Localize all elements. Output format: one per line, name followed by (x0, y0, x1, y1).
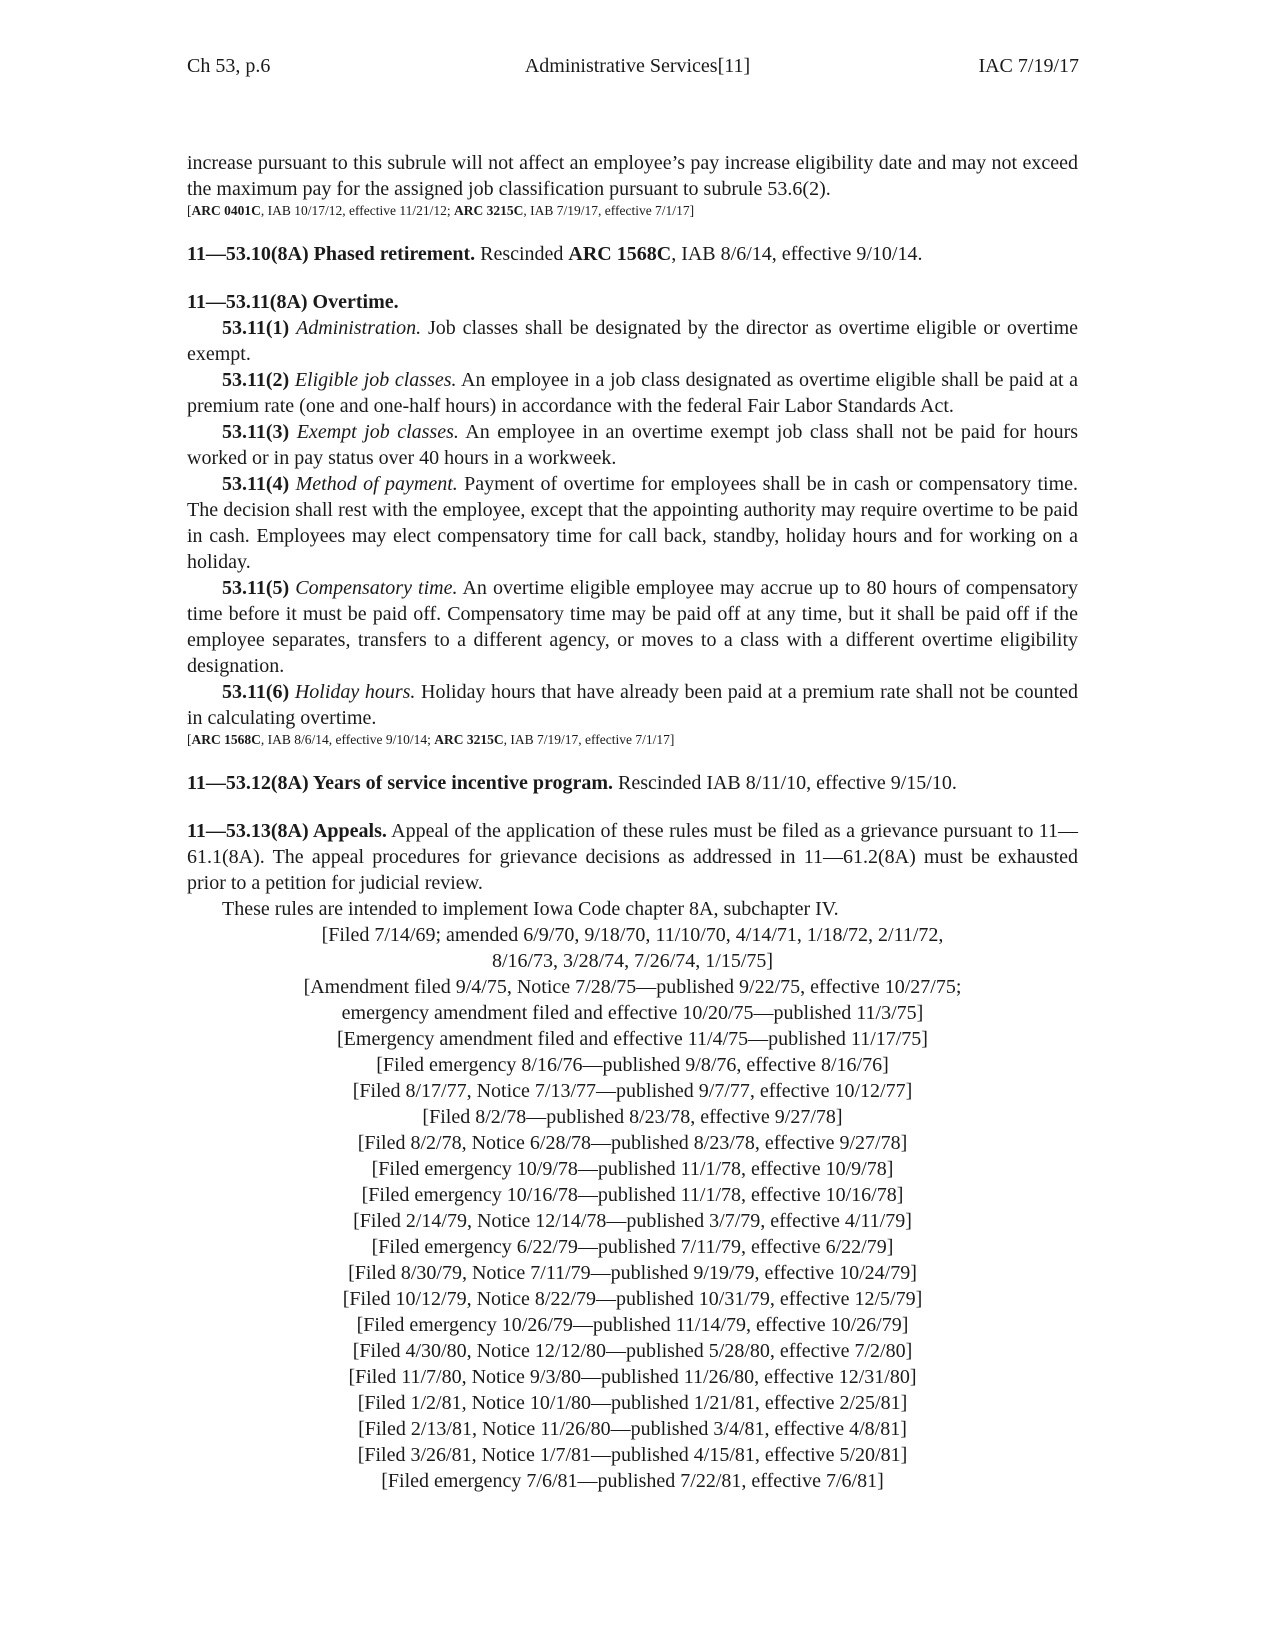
history-line: emergency amendment filed and effective 10/20/75—published 11/3/75] (341, 1002, 924, 1024)
implementation-statement: These rules are intended to implement Iowa Code chapter 8A, subchapter IV. (222, 898, 839, 920)
history-line: [Filed emergency 7/6/81—published 7/22/81, effective 7/6/81] (381, 1470, 884, 1492)
continuation-paragraph: increase pursuant to this subrule will not affect an employee’s pay increase eligibility date and may not exceed the maximum pay for the assigned job classification pursuant to subrule 53.6(2). (187, 152, 1078, 200)
arc-citation: ARC 3215C (453, 203, 524, 218)
history-line: [Filed emergency 8/16/76—published 9/8/76, effective 8/16/76] (376, 1054, 889, 1076)
subrule-text: An overtime eligible employee may accrue up to 80 hours of compensatory time before it must be paid off. Compensatory time may be paid off at any time, but it shall be paid off if the employee separates, transfers to a different agency, or moves to a class with a different overtime eligibility designation. (187, 577, 1078, 677)
history-line: [Filed 8/2/78—published 8/23/78, effective 9/27/78] (422, 1106, 843, 1128)
subrule-title: Eligible job classes. (294, 369, 457, 391)
subrule (187, 575, 1078, 679)
filing-history (187, 922, 1078, 1494)
history-line: [Filed 10/12/79, Notice 8/22/79—published 10/31/79, effective 12/5/79] (342, 1288, 923, 1310)
rule-heading: 11—53.13(8A) Appeals. (187, 820, 387, 842)
subrule (187, 471, 1078, 575)
history-line: [Filed 2/13/81, Notice 11/26/80—published 3/4/81, effective 4/8/81] (358, 1418, 907, 1440)
subrule-number: 53.11(1) (222, 317, 297, 339)
header-center: Administrative Services[11] (524, 55, 751, 77)
rule-53-10: 11—53.10(8A) Phased retirement. Rescinded ARC 1568C, IAB 8/6/14, effective 9/10/14. (187, 243, 923, 265)
header-right: IAC 7/19/17 (978, 55, 1079, 77)
rule-53-13: 11—53.13(8A) Appeals. Appeal of the application of these rules must be filed as a grievance pursuant to 11—61.1(8A). The appeal procedures for grievance decisions as addressed in 11—61.2(8A) must be exhausted prior to a petition for judicial review. (187, 820, 1078, 894)
subrule-number: 53.11(6) (222, 681, 295, 703)
history-line: [Filed emergency 6/22/79—published 7/11/79, effective 6/22/79] (371, 1236, 894, 1258)
rule-heading: 11—53.10(8A) Phased retirement. (187, 243, 476, 265)
subrule (187, 679, 1078, 731)
arc-citation: ARC 1568C (191, 732, 261, 747)
subrule-text: Payment of overtime for employees shall be in cash or compensatory time. The decision shall rest with the employee, except that the appointing authority may require overtime to be paid in cash. Employees may elect compensatory time for call back, standby, holiday hours and for working on a holiday. (187, 473, 1078, 573)
history-line: 8/16/73, 3/28/74, 7/26/74, 1/15/75] (491, 950, 774, 972)
subrule-title: Method of payment. (295, 473, 458, 495)
history-line: [Filed 3/26/81, Notice 1/7/81—published 4/15/81, effective 5/20/81] (357, 1444, 908, 1466)
rule-53-11-heading: 11—53.11(8A) Overtime. (187, 291, 399, 313)
subrule-title: Holiday hours. (294, 681, 416, 703)
header-left: Ch 53, p.6 (187, 55, 271, 77)
subrule-text: An employee in a job class designated as overtime eligible shall be paid at a premium rate (one and one-half hours) in accordance with the federal Fair Labor Standards Act. (187, 369, 1078, 417)
arc-citation: ARC 3215C (434, 732, 504, 747)
history-line: [Filed emergency 10/9/78—published 11/1/78, effective 10/9/78] (371, 1158, 894, 1180)
history-line: [Filed 2/14/79, Notice 12/14/78—published 3/7/79, effective 4/11/79] (353, 1210, 912, 1232)
history-line: [Filed emergency 10/26/79—published 11/14/79, effective 10/26/79] (356, 1314, 909, 1336)
subrule (187, 315, 1078, 367)
subrule-number: 53.11(4) (222, 473, 296, 495)
history-line: [Amendment filed 9/4/75, Notice 7/28/75—published 9/22/75, effective 10/27/75; (303, 976, 962, 998)
history-line: [Filed emergency 10/16/78—published 11/1/78, effective 10/16/78] (361, 1184, 904, 1206)
arc-citation: ARC 1568C (568, 243, 672, 265)
subrule-number: 53.11(2) (222, 369, 295, 391)
subrule-title: Exempt job classes. (296, 421, 459, 443)
subrule-number: 53.11(3) (222, 421, 297, 443)
arc-citation: ARC 0401C (191, 203, 261, 218)
page-body (187, 150, 1078, 1494)
history-line: [Filed 8/2/78, Notice 6/28/78—published 8/23/78, effective 9/27/78] (357, 1132, 908, 1154)
history-line: [Emergency amendment filed and effective 11/4/75—published 11/17/75] (337, 1028, 928, 1050)
subrule-list (187, 315, 1078, 731)
subrule-title: Administration. (296, 317, 422, 339)
subrule-text: An employee in an overtime exempt job class shall not be paid for hours worked or in pay status over 40 hours in a workweek. (187, 421, 1079, 469)
subrule (187, 419, 1078, 471)
rule-heading: 11—53.12(8A) Years of service incentive program. (187, 772, 614, 794)
rule-53-12: 11—53.12(8A) Years of service incentive program. Rescinded IAB 8/11/10, effective 9/15/10. (187, 772, 957, 794)
history-line: [Filed 7/14/69; amended 6/9/70, 9/18/70, 11/10/70, 4/14/71, 1/18/72, 2/11/72, (321, 924, 944, 946)
history-line: [Filed 11/7/80, Notice 9/3/80—published 11/26/80, effective 12/31/80] (348, 1366, 917, 1388)
subrule-title: Compensatory time. (295, 577, 458, 599)
history-line: [Filed 8/17/77, Notice 7/13/77—published 9/7/77, effective 10/12/77] (352, 1080, 913, 1102)
subrule (187, 367, 1078, 419)
history-line: [Filed 8/30/79, Notice 7/11/79—published 9/19/79, effective 10/24/79] (348, 1262, 917, 1284)
history-note-1: [ARC 0401C, IAB 10/17/12, effective 11/21/12; ARC 3215C, IAB 7/19/17, effective 7/1/17] (187, 203, 695, 218)
subrule-text: Holiday hours that have already been paid at a premium rate shall not be counted in calculating overtime. (187, 681, 1079, 729)
subrule-text: Job classes shall be designated by the director as overtime eligible or overtime exempt. (187, 317, 1078, 365)
history-line: [Filed 4/30/80, Notice 12/12/80—published 5/28/80, effective 7/2/80] (352, 1340, 913, 1362)
history-note-2: [ARC 1568C, IAB 8/6/14, effective 9/10/14; ARC 3215C, IAB 7/19/17, effective 7/1/17] (187, 732, 675, 747)
subrule-number: 53.11(5) (222, 577, 296, 599)
history-line: [Filed 1/2/81, Notice 10/1/80—published 1/21/81, effective 2/25/81] (357, 1392, 908, 1414)
